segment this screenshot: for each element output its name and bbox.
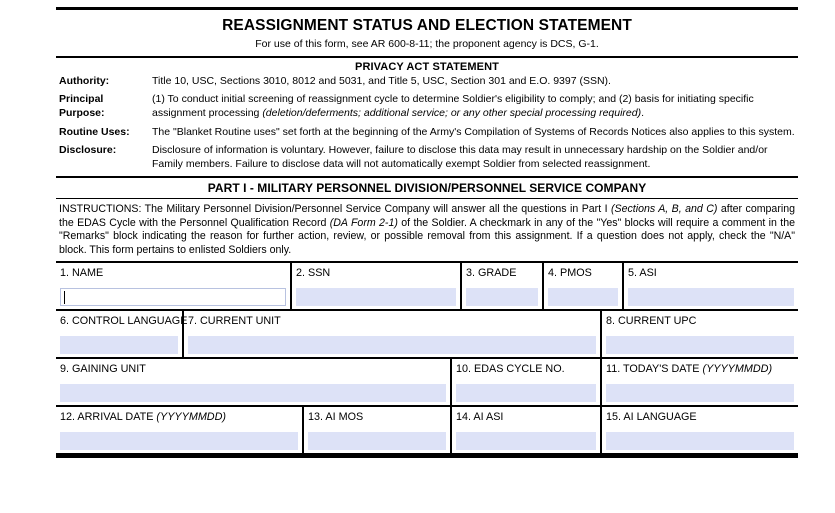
privacy-label-disclosure: Disclosure: — [59, 144, 117, 157]
field-label-current-upc: 8. CURRENT UPC — [606, 315, 697, 328]
field-label-pmos: 4. PMOS — [548, 267, 592, 280]
privacy-row-disclosure — [56, 144, 798, 171]
field-cell-asi[interactable] — [624, 263, 798, 309]
da-form-page — [56, 0, 798, 513]
field-cell-current-unit[interactable] — [184, 311, 602, 357]
field-cell-edas-cycle-no[interactable] — [452, 359, 602, 405]
field-cell-ai-language[interactable] — [602, 407, 798, 453]
privacy-row-authority — [56, 75, 798, 89]
field-label-name: 1. NAME — [60, 267, 104, 280]
pmos-input[interactable] — [548, 288, 618, 306]
current-unit-input[interactable] — [188, 336, 596, 354]
field-label-edas-cycle-no: 10. EDAS CYCLE NO. — [456, 363, 565, 376]
field-cell-ssn[interactable] — [292, 263, 462, 309]
ssn-input[interactable] — [296, 288, 456, 306]
field-cell-gaining-unit[interactable] — [56, 359, 452, 405]
field-cell-ai-mos[interactable] — [304, 407, 452, 453]
field-row-1 — [56, 261, 798, 309]
field-label-grade: 3. GRADE — [466, 267, 517, 280]
name-input[interactable] — [60, 288, 286, 306]
form-header — [56, 10, 798, 56]
field-cell-grade[interactable] — [462, 263, 544, 309]
pp-text-pre: (1) To conduct initial screening of reassignment cycle to determine Soldier's eligibility to comply; and (2) basis for initiating specific assignment processing — [152, 93, 754, 119]
field-cell-current-upc[interactable] — [602, 311, 798, 357]
field-label-asi: 5. ASI — [628, 267, 657, 280]
privacy-label-line1: Principal — [59, 93, 104, 106]
ai-mos-input[interactable] — [308, 432, 446, 450]
field-row-3 — [56, 357, 798, 405]
ai-asi-input[interactable] — [456, 432, 596, 450]
instructions-post: of the Soldier. A checkmark in any of the "Yes" blocks will require a comment in the "Remarks" block indicating the reason for further action, review, or possible removal from this assignment. If a question does not apply, check the "N/A" block. This form pertains to enlisted Soldiers only. — [59, 216, 795, 256]
privacy-row-principal-purpose — [56, 93, 798, 120]
field-label-gaining-unit: 9. GAINING UNIT — [60, 363, 146, 376]
privacy-text-disclosure: Disclosure of information is voluntary. However, failure to disclose this data may result in unnecessary hardship on the Soldier and/or Family members. Failure to disclose data will not automatically exempt Soldier from selected reassignment. — [152, 144, 768, 170]
field-label-arrival-date — [56, 409, 302, 423]
privacy-label-authority: Authority: — [59, 74, 110, 87]
field-row-4 — [56, 405, 798, 453]
arrival-date-label-pre: 12. ARRIVAL DATE — [60, 411, 157, 424]
field-cell-pmos[interactable] — [544, 263, 624, 309]
todays-date-input[interactable] — [606, 384, 794, 402]
ai-language-input[interactable] — [606, 432, 794, 450]
field-label-todays-date — [602, 361, 798, 375]
arrival-date-input[interactable] — [60, 432, 298, 450]
pp-text-italic: (deletion/deferments; additional service; or any other special processing required) — [262, 106, 642, 119]
part-one-heading: PART I - MILITARY PERSONNEL DIVISION/PERSONNEL SERVICE COMPANY — [207, 181, 647, 196]
control-language-input[interactable] — [60, 336, 178, 354]
form-subtitle: For use of this form, see AR 600-8-11; the proponent agency is DCS, G-1. — [255, 38, 599, 51]
todays-date-label-format: (YYYYMMDD) — [702, 363, 773, 376]
privacy-text-routine-uses: The "Blanket Routine uses" set forth at the beginning of the Army's Compilation of Systems of Records Notices also applies to this system. — [152, 125, 795, 138]
field-cell-control-language[interactable] — [56, 311, 188, 357]
privacy-label-line2: Purpose: — [59, 106, 105, 119]
page-title: REASSIGNMENT STATUS AND ELECTION STATEMENT — [222, 17, 632, 34]
field-label-ssn: 2. SSN — [296, 267, 331, 280]
field-cell-name[interactable] — [56, 263, 292, 309]
part-one-instructions — [56, 199, 798, 261]
field-cell-todays-date[interactable] — [602, 359, 798, 405]
instructions-pre: INSTRUCTIONS: The Military Personnel Division/Personnel Service Company will answer all the questions in Part I — [59, 203, 611, 216]
instructions-mid: after comparing the EDAS Cycle with the Personnel Qualification Record — [59, 203, 795, 229]
asi-input[interactable] — [628, 288, 794, 306]
privacy-text-principal-purpose — [148, 93, 798, 120]
field-cell-arrival-date[interactable] — [56, 407, 304, 453]
todays-date-label-pre: 11. TODAY'S DATE — [606, 363, 703, 376]
field-label-control-language: 6. CONTROL LANGUAGE — [60, 315, 188, 328]
pp-text-post: . — [641, 106, 645, 119]
grade-input[interactable] — [466, 288, 538, 306]
page-bottom-rule — [56, 453, 798, 458]
privacy-text-authority: Title 10, USC, Sections 3010, 8012 and 5031, and Title 5, USC, Section 301 and E.O. 9397 (SSN). — [152, 74, 611, 87]
current-upc-input[interactable] — [606, 336, 794, 354]
field-label-ai-mos: 13. AI MOS — [308, 411, 364, 424]
privacy-row-routine-uses — [56, 126, 798, 140]
instructions-italic-sections: (Sections A, B, and C) — [611, 203, 718, 216]
field-label-ai-language: 15. AI LANGUAGE — [606, 411, 697, 424]
edas-cycle-no-input[interactable] — [456, 384, 596, 402]
field-row-2 — [56, 309, 798, 357]
arrival-date-label-format: (YYYYMMDD) — [156, 411, 227, 424]
field-cell-ai-asi[interactable] — [452, 407, 602, 453]
field-label-current-unit: 7. CURRENT UNIT — [188, 315, 281, 328]
instructions-italic-daform: (DA Form 2-1) — [329, 216, 398, 229]
privacy-act-heading: PRIVACY ACT STATEMENT — [355, 60, 499, 73]
privacy-label-routine-uses: Routine Uses: — [59, 125, 130, 138]
field-label-ai-asi: 14. AI ASI — [456, 411, 504, 424]
gaining-unit-input[interactable] — [60, 384, 446, 402]
privacy-label-principal-purpose — [56, 93, 148, 120]
